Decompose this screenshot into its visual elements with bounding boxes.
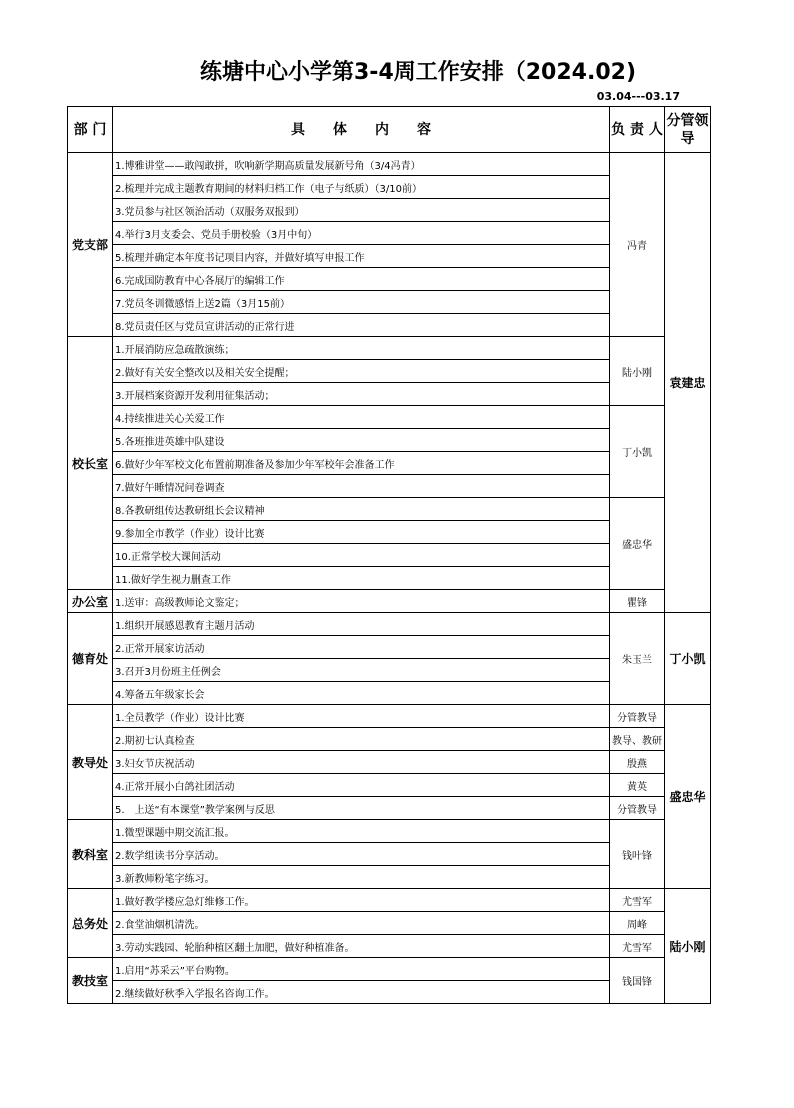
task-item: 1.做好教学楼应急灯维修工作。 — [113, 889, 610, 912]
task-item: 2.期初七认真检查 — [113, 728, 610, 751]
task-item: 3.妇女节庆祝活动 — [113, 751, 610, 774]
table-row — [68, 728, 711, 751]
task-item: 6.做好少年军校文化布置前期准备及参加少年军校年会准备工作 — [113, 452, 610, 475]
task-item: 6.完成国防教育中心各展厅的编辑工作 — [113, 268, 610, 291]
task-item: 10.正常学校大课间活动 — [113, 544, 610, 567]
dept-moral: 德育处 — [68, 613, 113, 705]
dept-research: 教科室 — [68, 820, 113, 889]
task-item: 2.食堂油烟机清洗。 — [113, 912, 610, 935]
task-item: 2.正常开展家访活动 — [113, 636, 610, 659]
table-row — [68, 820, 711, 843]
task-item: 8.党员责任区与党员宣讲活动的正常行进 — [113, 314, 610, 337]
task-item: 8.各教研组传达教研组长会议精神 — [113, 498, 610, 521]
owner-cell: 钱国锋 — [610, 958, 665, 1004]
task-item: 3.劳动实践园、轮胎种植区翻土加肥，做好种植准备。 — [113, 935, 610, 958]
task-item: 2.梳理并完成主题教育期间的材料归档工作（电子与纸质）（3/10前） — [113, 176, 610, 199]
header-row — [68, 107, 711, 153]
leader-cell: 陆小刚 — [665, 889, 711, 1004]
owner-cell: 陆小刚 — [610, 337, 665, 406]
task-item: 4.持续推进关心关爱工作 — [113, 406, 610, 429]
dept-general: 总务处 — [68, 889, 113, 958]
task-item: 2.继续做好秋季入学报名咨询工作。 — [113, 981, 610, 1004]
table-row — [68, 705, 711, 728]
owner-cell: 尤雪军 — [610, 889, 665, 912]
date-range: 03.04---03.17 — [596, 90, 680, 103]
task-item: 1.启用“苏采云”平台购物。 — [113, 958, 610, 981]
header-content: 具 体 内 容 — [113, 107, 610, 153]
owner-cell: 丁小凯 — [610, 406, 665, 498]
table-row — [68, 935, 711, 958]
schedule-table — [67, 106, 711, 1004]
table-row — [68, 406, 711, 429]
dept-office: 办公室 — [68, 590, 113, 613]
dept-tech: 教技室 — [68, 958, 113, 1004]
owner-cell: 周峰 — [610, 912, 665, 935]
task-item: 3.新教师粉笔字练习。 — [113, 866, 610, 889]
task-item: 1.送审：高级教师论文鉴定； — [113, 590, 610, 613]
task-item: 4.筹备五年级家长会 — [113, 682, 610, 705]
dept-teaching: 教导处 — [68, 705, 113, 820]
header-leader: 分管领导 — [665, 107, 711, 153]
task-item: 1.博雅讲堂——敢闯敢拼，吹响新学期高质量发展新号角（3/4冯青） — [113, 153, 610, 176]
table-row — [68, 958, 711, 981]
table-row — [68, 797, 711, 820]
task-item: 2.数学组读书分享活动。 — [113, 843, 610, 866]
owner-cell: 盛忠华 — [610, 498, 665, 590]
task-item: 1.开展消防应急疏散演练； — [113, 337, 610, 360]
owner-cell: 分管教导 — [610, 797, 665, 820]
table-row — [68, 889, 711, 912]
table-row — [68, 774, 711, 797]
owner-cell: 殷燕 — [610, 751, 665, 774]
table-row — [68, 153, 711, 176]
table-row — [68, 912, 711, 935]
table-row — [68, 751, 711, 774]
table-row — [68, 498, 711, 521]
task-item: 9.参加全市教学（作业）设计比赛 — [113, 521, 610, 544]
task-item: 7.党员冬训微感悟上送2篇（3月15前） — [113, 291, 610, 314]
table-row — [68, 337, 711, 360]
owner-cell: 钱叶锋 — [610, 820, 665, 889]
leader-cell: 丁小凯 — [665, 613, 711, 705]
task-item: 1.组织开展感恩教育主题月活动 — [113, 613, 610, 636]
table-row — [68, 613, 711, 636]
task-item: 7.做好午睡情况问卷调查 — [113, 475, 610, 498]
owner-cell: 冯青 — [610, 153, 665, 337]
dept-party: 党支部 — [68, 153, 113, 337]
task-item: 4.举行3月支委会、党员手册校验（3月中旬） — [113, 222, 610, 245]
page-title: 练塘中心小学第3-4周工作安排（2024.02) — [200, 60, 637, 85]
task-item: 5. 上送“有本课堂”教学案例与反思 — [113, 797, 610, 820]
task-item: 4.正常开展小白鸽社团活动 — [113, 774, 610, 797]
task-item: 5.梳理并确定本年度书记项目内容，并做好填写申报工作 — [113, 245, 610, 268]
owner-cell: 教导、教研 — [610, 728, 665, 751]
header-owner: 负 责 人 — [610, 107, 665, 153]
header-dept: 部 门 — [68, 107, 113, 153]
owner-cell: 尤雪军 — [610, 935, 665, 958]
dept-principal: 校长室 — [68, 337, 113, 590]
table-row — [68, 590, 711, 613]
task-item: 1.微型课题中期交流汇报。 — [113, 820, 610, 843]
task-item: 5.各班推进英雄中队建设 — [113, 429, 610, 452]
task-item: 11.做好学生视力删查工作 — [113, 567, 610, 590]
leader-cell: 盛忠华 — [665, 705, 711, 889]
owner-cell: 瞿锋 — [610, 590, 665, 613]
task-item: 3.开展档案资源开发利用征集活动； — [113, 383, 610, 406]
leader-cell: 袁建忠 — [665, 153, 711, 613]
owner-cell: 分管教导 — [610, 705, 665, 728]
owner-cell: 黄英 — [610, 774, 665, 797]
task-item: 1.全员教学（作业）设计比赛 — [113, 705, 610, 728]
task-item: 3.党员参与社区领治活动（双服务双报到） — [113, 199, 610, 222]
task-item: 2.做好有关安全整改以及相关安全提醒； — [113, 360, 610, 383]
task-item: 3.召开3月份班主任例会 — [113, 659, 610, 682]
owner-cell: 朱玉兰 — [610, 613, 665, 705]
